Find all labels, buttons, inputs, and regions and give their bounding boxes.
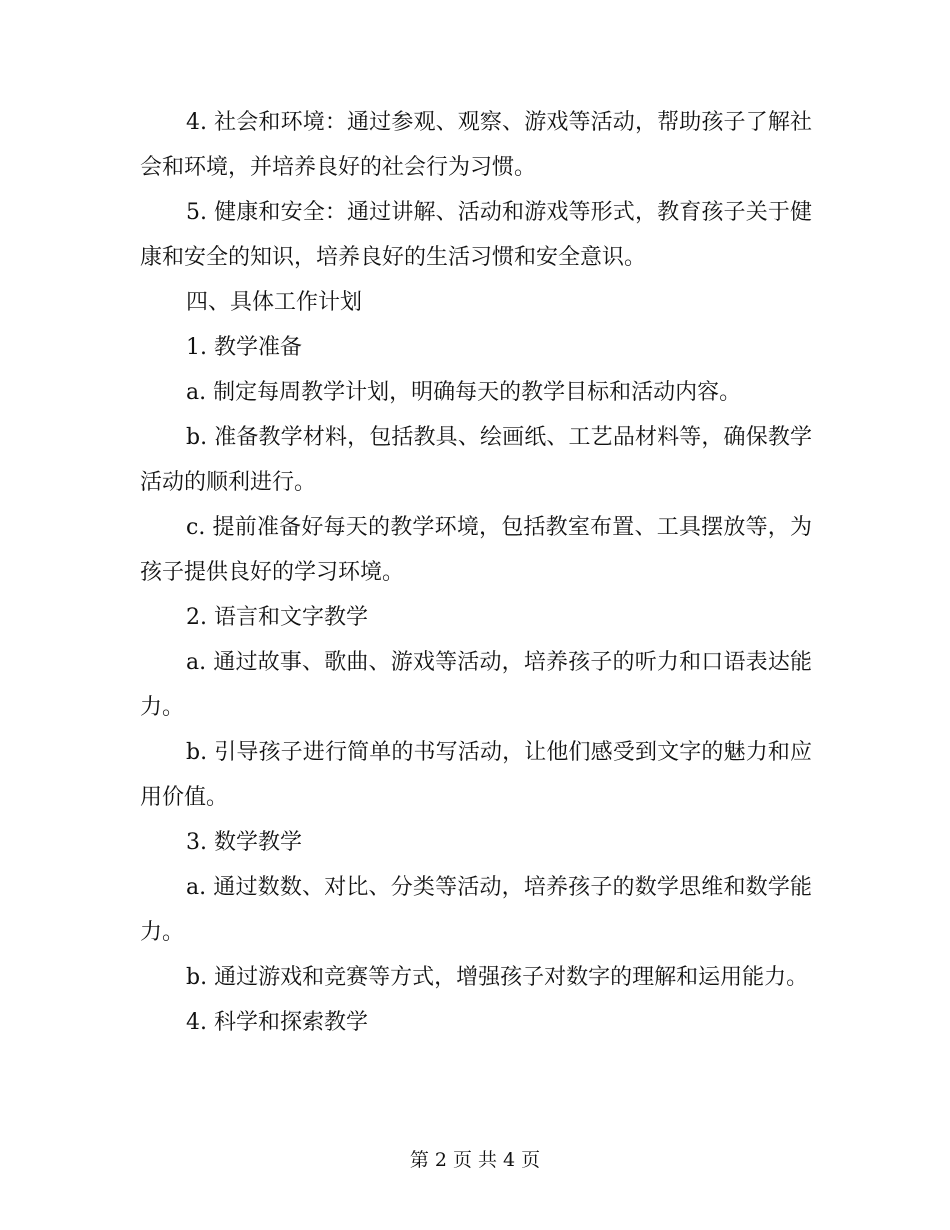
- list-item-teaching-environment: c. 提前准备好每天的教学环境，包括教室布置、工具摆放等，为孩子提供良好的学习环境。: [140, 515, 812, 585]
- document-body: [140, 100, 812, 1045]
- paragraph-health-safety: 5. 健康和安全：通过讲解、活动和游戏等形式，教育孩子关于健康和安全的知识，培养良好的生活习惯和安全意识。: [140, 200, 812, 270]
- list-item-math-thinking: a. 通过数数、对比、分类等活动，培养孩子的数学思维和数学能力。: [140, 875, 812, 945]
- list-item-writing-activity: b. 引导孩子进行简单的书写活动，让他们感受到文字的魅力和应用价值。: [140, 740, 812, 810]
- page-footer: [0, 1145, 950, 1175]
- paragraph-social-environment: 4. 社会和环境：通过参观、观察、游戏等活动，帮助孩子了解社会和环境，并培养良好的社会行为习惯。: [140, 110, 812, 180]
- page-number: 第 2 页 共 4 页: [409, 1149, 541, 1171]
- subheading-science-teaching: 4. 科学和探索教学: [186, 1010, 368, 1035]
- list-item-listening-speaking: a. 通过故事、歌曲、游戏等活动，培养孩子的听力和口语表达能力。: [140, 650, 812, 720]
- list-item-weekly-plan: a. 制定每周教学计划，明确每天的教学目标和活动内容。: [186, 380, 742, 405]
- list-item-teaching-materials: b. 准备教学材料，包括教具、绘画纸、工艺品材料等，确保教学活动的顺利进行。: [140, 425, 812, 495]
- subheading-teaching-preparation: 1. 教学准备: [186, 335, 302, 360]
- subheading-math-teaching: 3. 数学教学: [186, 830, 302, 855]
- list-item-math-games: b. 通过游戏和竞赛等方式，增强孩子对数字的理解和运用能力。: [186, 965, 809, 990]
- subheading-language-teaching: 2. 语言和文字教学: [186, 605, 368, 630]
- section-heading-work-plan: 四、具体工作计划: [186, 290, 363, 315]
